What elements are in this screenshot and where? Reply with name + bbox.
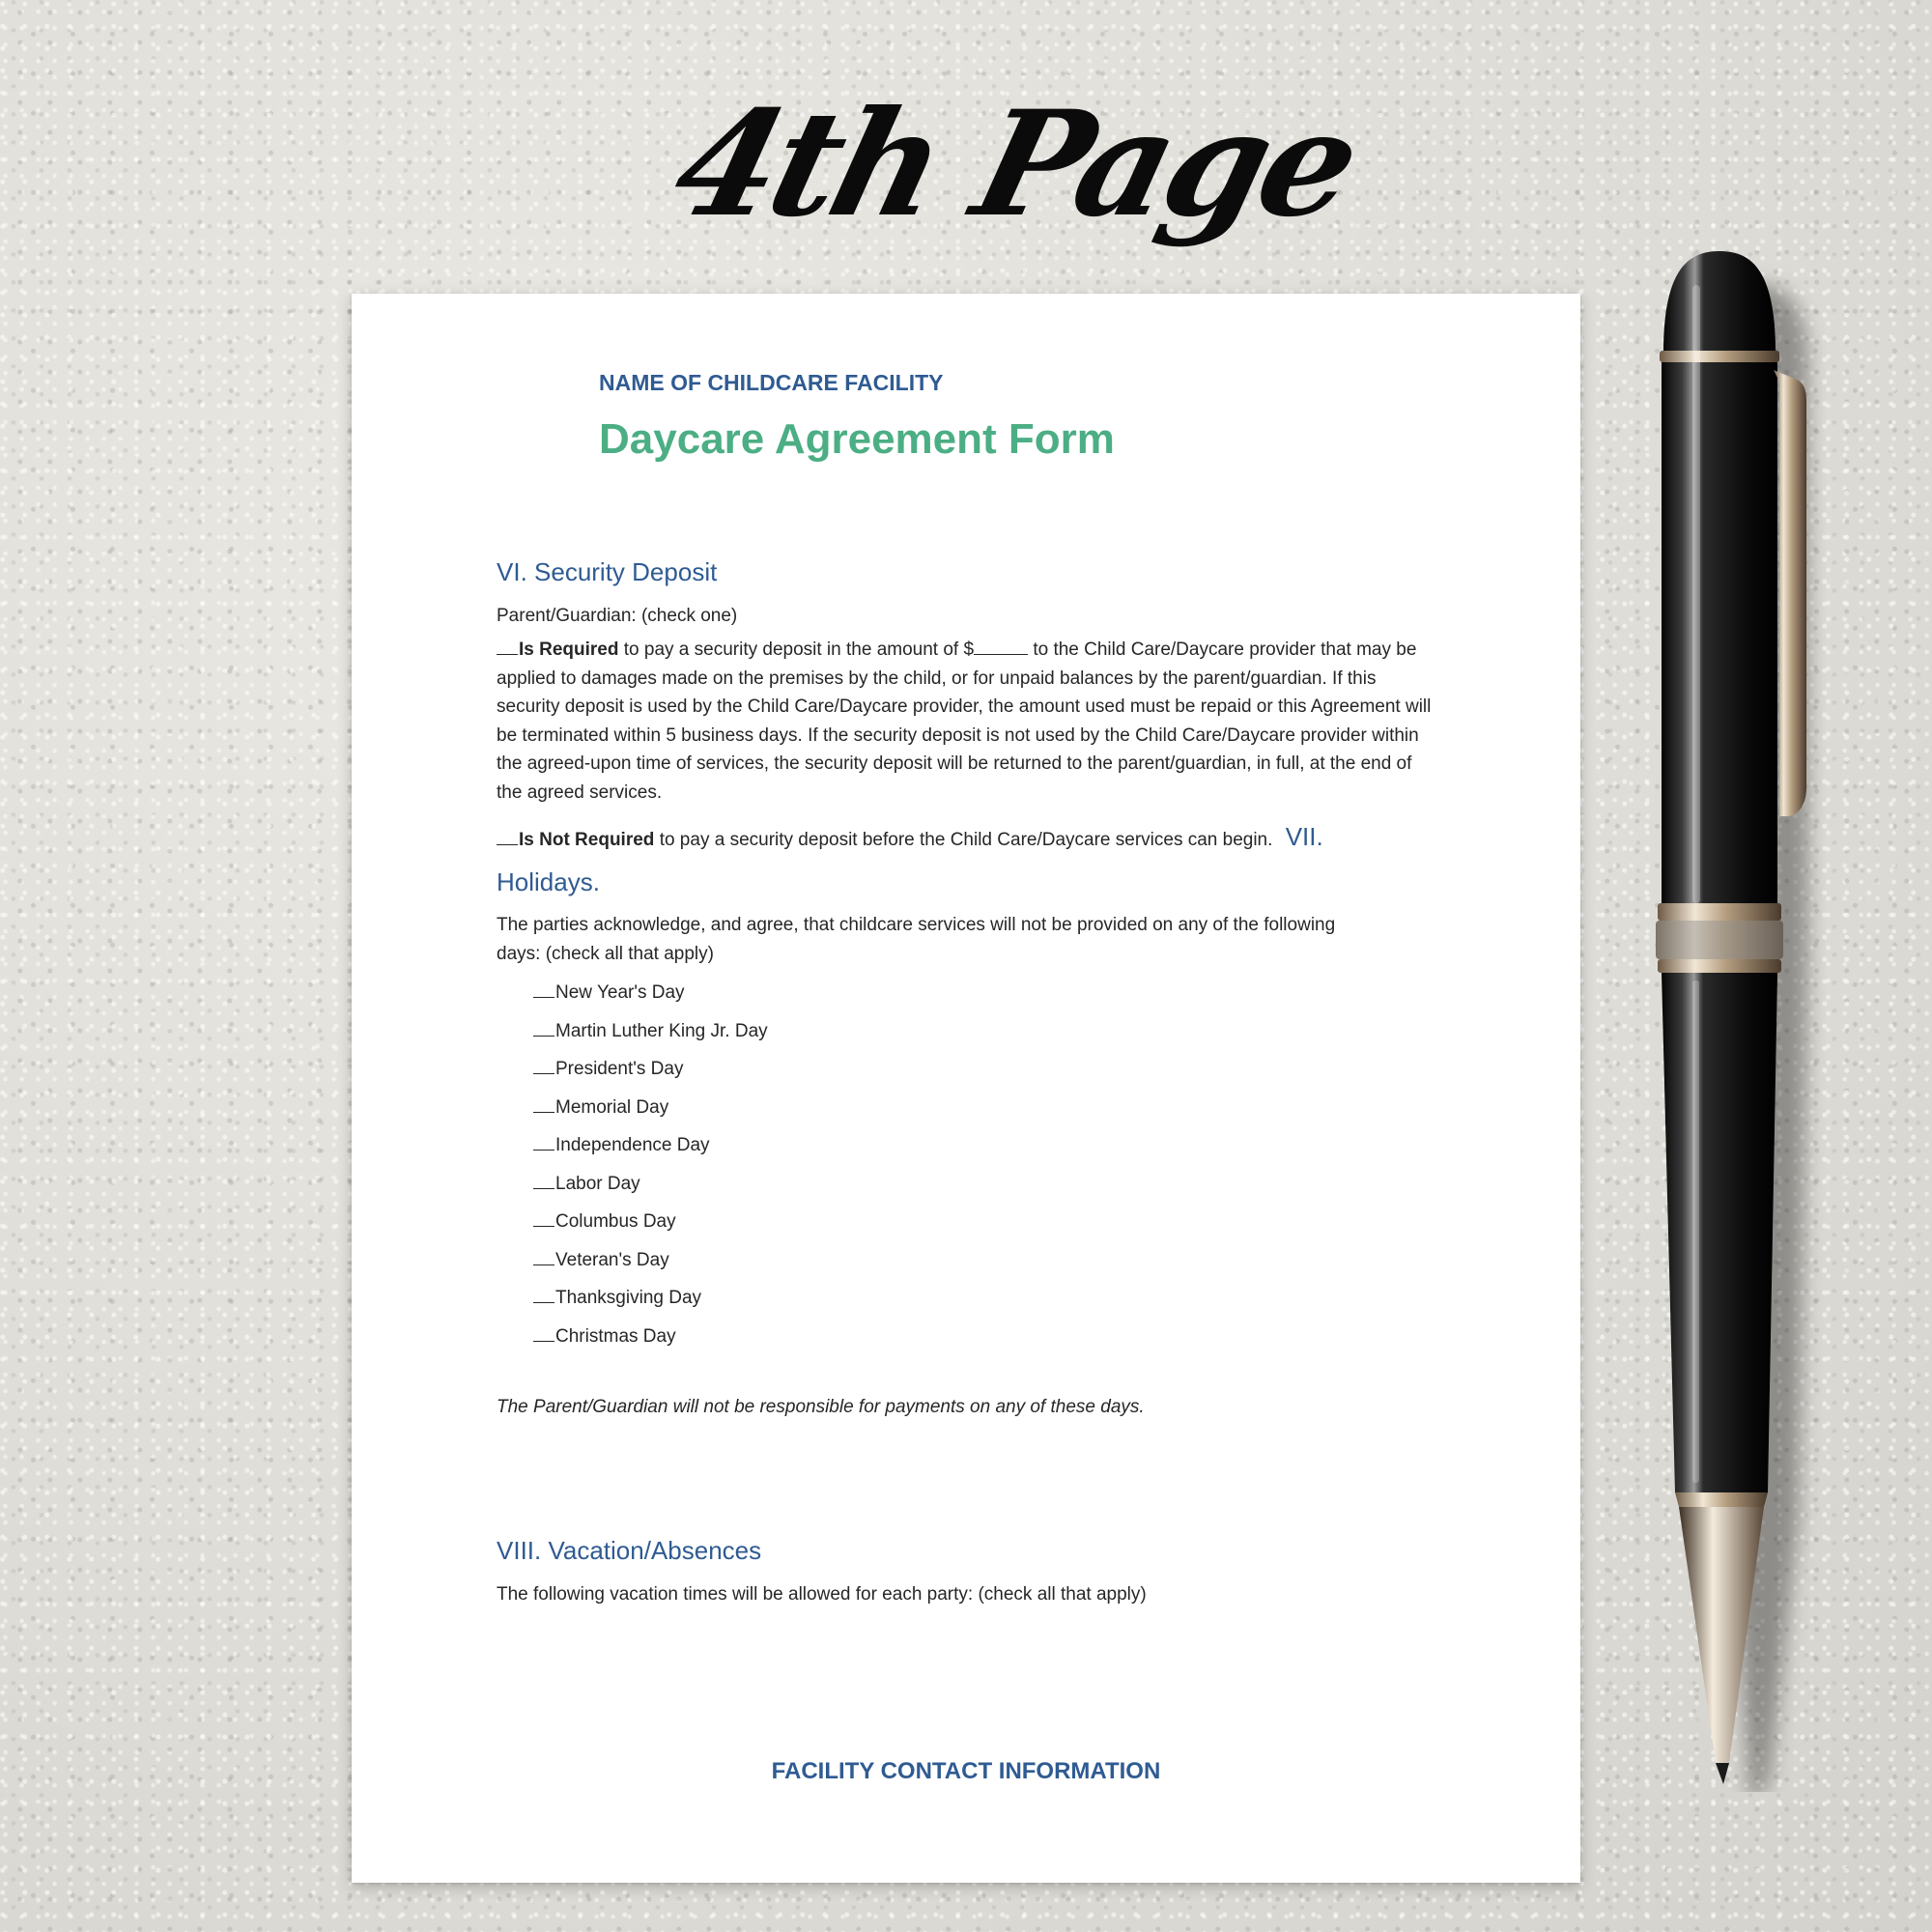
is-required-text-2: to the Child Care/Daycare provider that may be applied to damages made on the premises by the child, or for unpaid balances by the parent/guardian. If this security deposit is used by the Child Care/Daycare provider, the amount used must be repaid or this Agreement will be terminated within 5 business days. If the security deposit is not used by the Child Care/Daycare provider within the agreed-upon time of services, the security deposit will be returned to the parent/guardian, in full, at the end of the agreed services. bbox=[497, 639, 1432, 803]
holiday-label: Martin Luther King Jr. Day bbox=[555, 1020, 768, 1041]
checkbox-blank-is-required[interactable] bbox=[497, 639, 518, 655]
holiday-checklist bbox=[533, 974, 768, 1355]
holiday-label: Veteran's Day bbox=[555, 1249, 669, 1270]
checkbox-blank[interactable] bbox=[533, 1325, 554, 1342]
is-required-paragraph bbox=[497, 636, 1434, 807]
deposit-amount-blank[interactable] bbox=[974, 639, 1028, 655]
holiday-item[interactable] bbox=[533, 1241, 768, 1280]
is-not-required-label: Is Not Required bbox=[519, 830, 655, 850]
checkbox-blank[interactable] bbox=[533, 1096, 554, 1113]
holiday-item[interactable] bbox=[533, 1012, 768, 1051]
holiday-label: President's Day bbox=[555, 1059, 684, 1079]
holiday-item[interactable] bbox=[533, 1089, 768, 1127]
holiday-item[interactable] bbox=[533, 1318, 768, 1356]
holiday-item[interactable] bbox=[533, 1126, 768, 1165]
checkbox-blank[interactable] bbox=[533, 1020, 554, 1037]
holiday-label: Christmas Day bbox=[555, 1325, 676, 1347]
is-required-text-1: to pay a security deposit in the amount of $ bbox=[623, 639, 975, 660]
vacation-intro: The following vacation times will be allowed for each party: (check all that apply) bbox=[497, 1584, 1147, 1605]
page-label-title: 4th Page bbox=[658, 79, 1371, 249]
holiday-label: Independence Day bbox=[555, 1135, 710, 1155]
section-holidays-heading-part1: VII. bbox=[1285, 822, 1323, 851]
check-one-label: Parent/Guardian: (check one) bbox=[497, 606, 738, 626]
is-not-required-paragraph bbox=[497, 823, 1366, 855]
section-security-deposit-heading: VI. Security Deposit bbox=[497, 557, 718, 586]
pen-icon bbox=[1633, 246, 1826, 1792]
form-title: Daycare Agreement Form bbox=[599, 415, 1115, 463]
checkbox-blank[interactable] bbox=[533, 1058, 554, 1074]
holiday-item[interactable] bbox=[533, 1050, 768, 1089]
checkbox-blank[interactable] bbox=[533, 1249, 554, 1265]
holiday-item[interactable] bbox=[533, 1165, 768, 1204]
holiday-label: Columbus Day bbox=[555, 1211, 676, 1232]
holiday-item[interactable] bbox=[533, 1279, 768, 1318]
holidays-intro: The parties acknowledge, and agree, that childcare services will not be provided on any of the following days: (check all that apply) bbox=[497, 915, 1336, 964]
checkbox-blank[interactable] bbox=[533, 1287, 554, 1303]
holiday-label: Memorial Day bbox=[555, 1096, 669, 1118]
holiday-label: Thanksgiving Day bbox=[555, 1288, 702, 1308]
is-required-label: Is Required bbox=[519, 639, 619, 660]
checkbox-blank-is-not-required[interactable] bbox=[497, 829, 518, 845]
holiday-label: Labor Day bbox=[555, 1173, 640, 1194]
holiday-item[interactable] bbox=[533, 974, 768, 1012]
section-vacation-heading: VIII. Vacation/Absences bbox=[497, 1536, 762, 1565]
checkbox-blank[interactable] bbox=[533, 1210, 554, 1227]
checkbox-blank[interactable] bbox=[533, 1134, 554, 1151]
holiday-label: New Year's Day bbox=[555, 982, 685, 1003]
checkbox-blank[interactable] bbox=[533, 981, 554, 998]
checkbox-blank[interactable] bbox=[533, 1173, 554, 1189]
is-not-required-text: to pay a security deposit before the Child Care/Daycare services can begin. bbox=[659, 830, 1273, 850]
holiday-item[interactable] bbox=[533, 1203, 768, 1241]
facility-name: NAME OF CHILDCARE FACILITY bbox=[599, 370, 944, 395]
holidays-payment-note: The Parent/Guardian will not be responsible for payments on any of these days. bbox=[497, 1397, 1145, 1417]
section-holidays-heading-part2: Holidays. bbox=[497, 867, 600, 896]
facility-contact-footer: FACILITY CONTACT INFORMATION bbox=[771, 1758, 1161, 1784]
